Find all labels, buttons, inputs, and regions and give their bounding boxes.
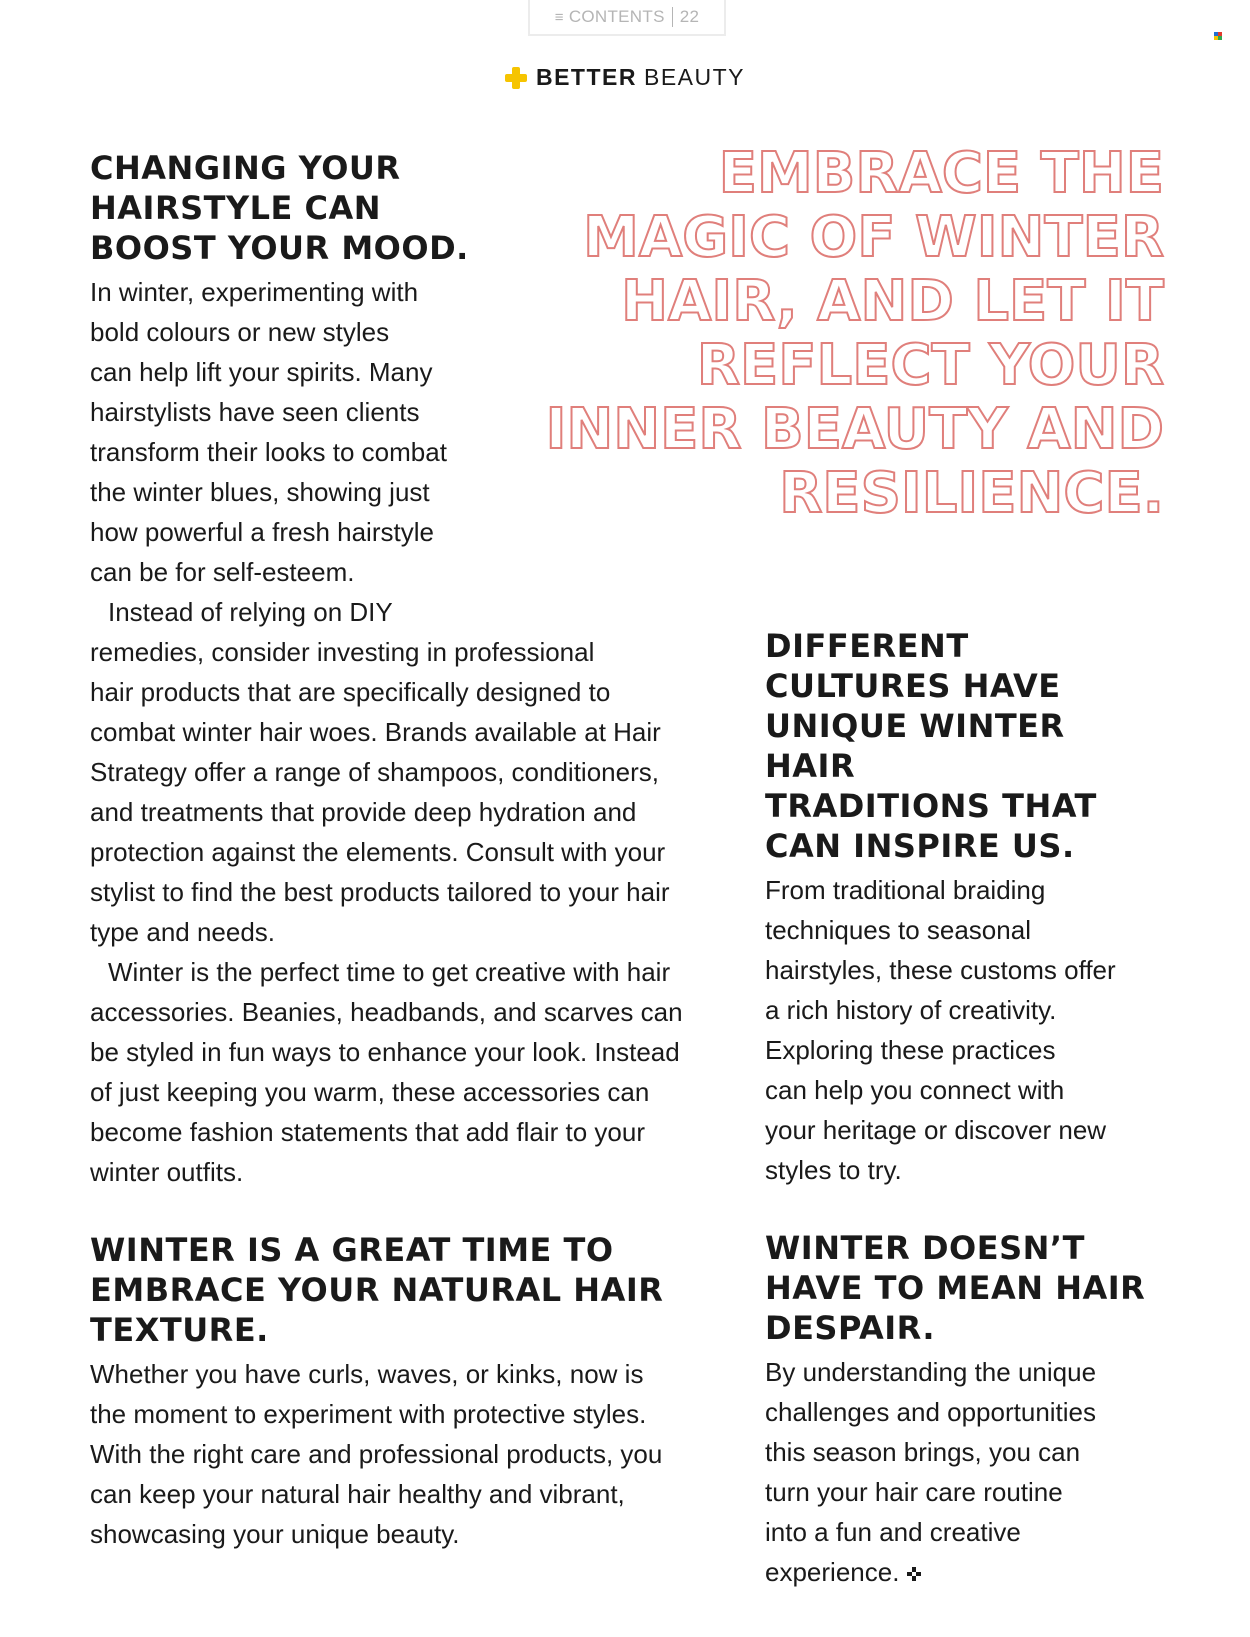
section-label-light: BEAUTY (643, 64, 746, 90)
plus-icon (505, 67, 527, 89)
heading-despair: WINTER DOESN’T HAVE TO MEAN HAIR DESPAIR. (765, 1229, 1146, 1347)
pull-quote: EMBRACE THE MAGIC OF WINTER HAIR, AND LET IT REFLECT YOUR INNER BEAUTY AND RESILIENCE. (545, 141, 1164, 526)
heading-mood: CHANGING YOUR HAIRSTYLE CAN BOOST YOUR MOOD. (90, 149, 469, 267)
contents-link[interactable]: CONTENTS (568, 7, 665, 26)
paragraph-mood: In winter, experimenting with bold colours or new styles can help lift your spirits. Many hairstylists have seen clients transform their looks to combat the winter blues, showing just how powerful a fresh hairstyle can be for self-esteem. (90, 277, 447, 587)
section-label (0, 64, 1250, 91)
paragraph-despair: By understanding the unique challenges and opportunities this season brings, you can turn your hair care routine into a fun and creative experience. (765, 1357, 1097, 1587)
paragraph-cultures: From traditional braiding techniques to seasonal hairstyles, these customs offer a rich history of creativity. Exploring these practices can help you connect with your heritage or discover new styles to try. (765, 875, 1116, 1185)
paragraph-accessories: Winter is the perfect time to get creative with hair accessories. Beanies, headbands, and scarves can be styled in fun ways to enhance your look. Instead of just keeping you warm, these accessories can become fashion statements that add flair to your winter outfits. (90, 957, 683, 1187)
nav-divider (672, 7, 673, 27)
page-number: 22 (679, 7, 700, 26)
paragraph-natural-texture: Whether you have curls, waves, or kinks, now is the moment to experiment with protective styles. With the right care and professional products, you can keep your natural hair healthy and vibrant, showcasing your unique beauty. (90, 1359, 663, 1549)
heading-natural-texture: WINTER IS A GREAT TIME TO EMBRACE YOUR NATURAL HAIR TEXTURE. (90, 1231, 664, 1349)
menu-icon: ≡ (554, 8, 564, 26)
contents-nav[interactable] (528, 0, 726, 36)
color-mark-icon (1214, 32, 1224, 40)
end-mark-icon (907, 1567, 921, 1581)
section-label-bold: BETTER (535, 64, 637, 90)
right-column (765, 626, 1165, 1592)
paragraph-products: Instead of relying on DIY remedies, consider investing in professional hair products that are specifically designed to combat winter hair woes. Brands available at Hair Strategy offer a range of shampoos, conditioners, and treatments that provide deep hydration and protection against the elements. Consult with your stylist to find the best products tailored to your hair type and needs. (90, 597, 670, 947)
heading-cultures: DIFFERENT CULTURES HAVE UNIQUE WINTER HAIR TRADITIONS THAT CAN INSPIRE US. (765, 627, 1097, 865)
